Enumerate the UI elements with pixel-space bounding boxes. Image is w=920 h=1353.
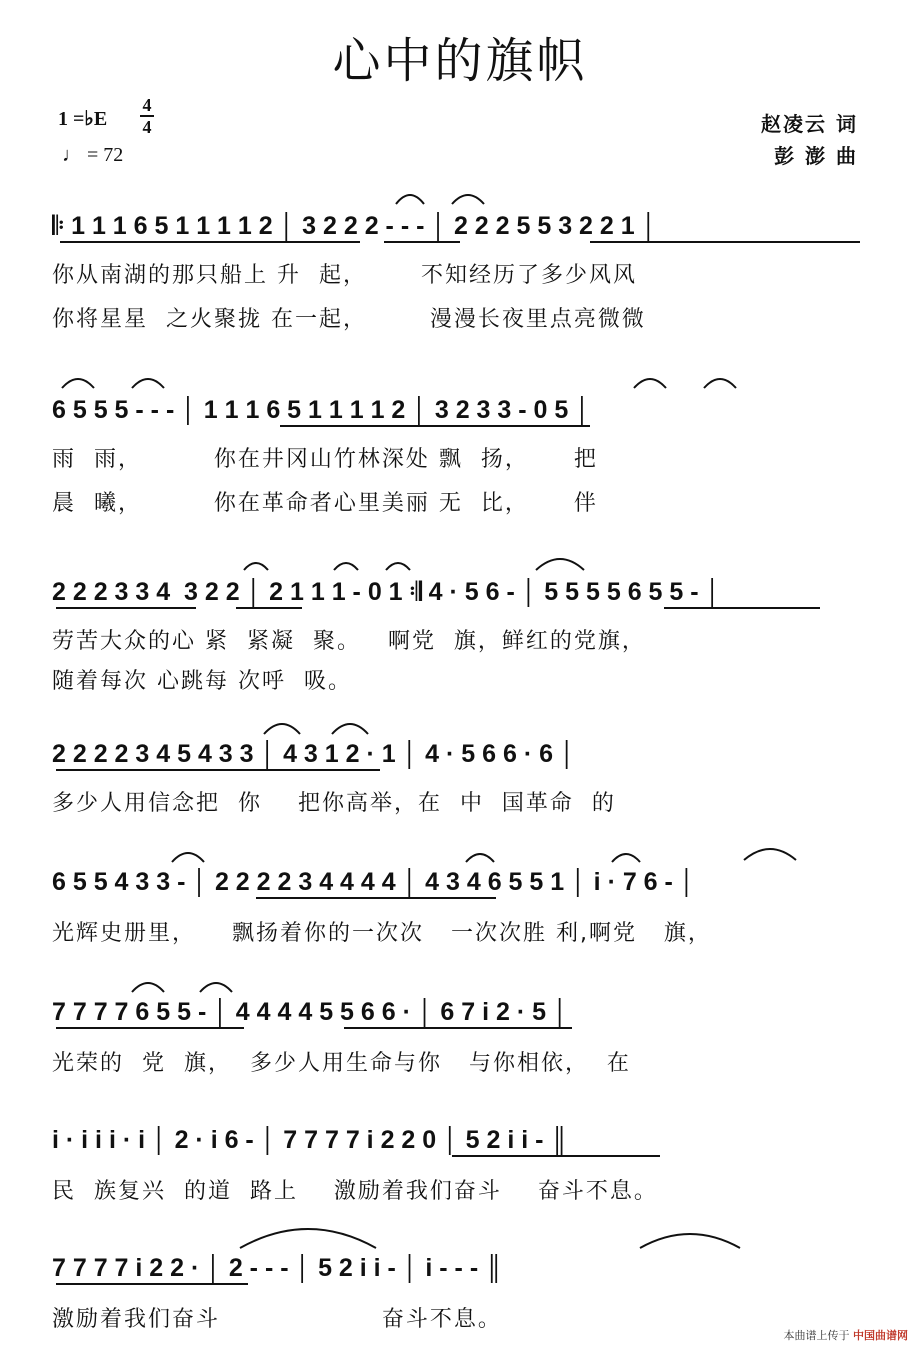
slur-mark — [744, 849, 796, 860]
lyric-row-1-verse-1: 你从南湖的那只船上 升 起， 不知经历了多少风风 — [52, 263, 637, 288]
slur-mark — [240, 1229, 376, 1248]
lyric-row-2-verse-1: 雨 雨， 你在井冈山竹林深处 飘 扬， 把 — [52, 447, 598, 472]
slur-mark — [704, 379, 736, 388]
notation-row-2: 6 5 5 5 - - - │ 1 1 1 6 5 1 1 1 1 2 │ 3 2 3 3 - 0 5 │ — [52, 396, 591, 424]
lyric-row-6: 光荣的 党 旗， 多少人用生命与你 与你相依， 在 — [52, 1051, 631, 1076]
composer-credit: 彭 澎 曲 — [774, 144, 858, 168]
site-logo-text[interactable]: 中国曲谱网 — [853, 1329, 908, 1342]
slur-mark — [132, 379, 164, 388]
upload-text: 本曲谱上传于 — [783, 1329, 850, 1342]
slur-mark — [612, 854, 640, 862]
lyric-row-3-verse-2: 随着每次 心跳每 次呼 吸。 — [52, 669, 352, 694]
lyric-row-7: 民 族复兴 的道 路上 激励着我们奋斗 奋斗不息。 — [52, 1179, 658, 1204]
slur-mark — [634, 379, 666, 388]
slur-mark — [396, 195, 424, 204]
lyric-row-2-verse-2: 晨 曦， 你在革命者心里美丽 无 比， 伴 — [52, 491, 598, 516]
notation-row-8: 7 7 7 7 i 2 2 · │ 2 - - - │ 5 2 i i - │ i - - - ║ — [52, 1254, 503, 1282]
slur-mark — [62, 379, 94, 388]
slur-mark — [536, 559, 584, 570]
slur-mark — [334, 563, 358, 570]
notation-row-7: i · i i i · i │ 2 · i 6 - │ 7 7 7 7 i 2 2 0 │ 5 2 i i - ║ — [52, 1126, 569, 1154]
slur-mark — [452, 195, 484, 204]
slur-mark — [264, 724, 300, 734]
notation-row-1: 𝄆 1 1 1 6 5 1 1 1 1 2 │ 3 2 2 2 - - - │ 2 2 2 5 5 3 2 2 1 │ — [52, 212, 658, 240]
tempo-mark: ♩ = 72 — [62, 144, 124, 166]
key-signature: 1 =♭E — [58, 108, 108, 130]
lyric-row-8: 激励着我们奋斗 奋斗不息。 — [52, 1307, 502, 1332]
slur-mark — [172, 853, 204, 862]
notation-row-5: 6 5 5 4 3 3 - │ 2 2 2 2 3 4 4 4 4 │ 4 3 4 6 5 5 1 │ i · 7 6 - │ — [52, 868, 696, 896]
lyric-row-1-verse-2: 你将星星 之火聚拢 在一起， 漫漫长夜里点亮微微 — [52, 307, 646, 332]
lyric-row-4: 多少人用信念把 你 把你高举，在 中 国革命 的 — [52, 791, 616, 816]
time-sig-top: 4 — [142, 95, 152, 115]
slur-mark — [640, 1234, 740, 1248]
notation-row-4: 2 2 2 2 3 4 5 4 3 3 │ 4 3 1 2 · 1 │ 4 · 5 6 6 · 6 │ — [52, 740, 576, 768]
lyric-row-5: 光辉史册里， 飘扬着你的一次次 一次次胜 利,啊党 旗， — [52, 921, 712, 946]
slur-mark — [332, 724, 368, 734]
slur-mark — [200, 983, 232, 992]
lyric-row-3-verse-1: 劳苦大众的心 紧 紧凝 聚。 啊党 旗，鲜红的党旗， — [52, 629, 646, 654]
slur-mark — [244, 563, 268, 570]
slur-mark — [386, 563, 410, 570]
lyricist-credit: 赵凌云 词 — [761, 112, 858, 136]
time-sig-bottom: 4 — [142, 117, 152, 137]
site-footer — [784, 1327, 909, 1343]
notation-row-3: 2 2 2 3 3 4 3 2 2 │ 2 1 1 1 - 0 1 𝄇 4 · 5 6 - │ 5 5 5 5 6 5 5 - │ — [52, 578, 722, 606]
slur-mark — [466, 854, 494, 862]
slur-mark — [132, 983, 164, 992]
page-title: 心中的旗帜 — [332, 33, 588, 89]
notation-row-6: 7 7 7 7 6 5 5 - │ 4 4 4 4 5 5 6 6 · │ 6 7 i 2 · 5 │ — [52, 998, 569, 1026]
